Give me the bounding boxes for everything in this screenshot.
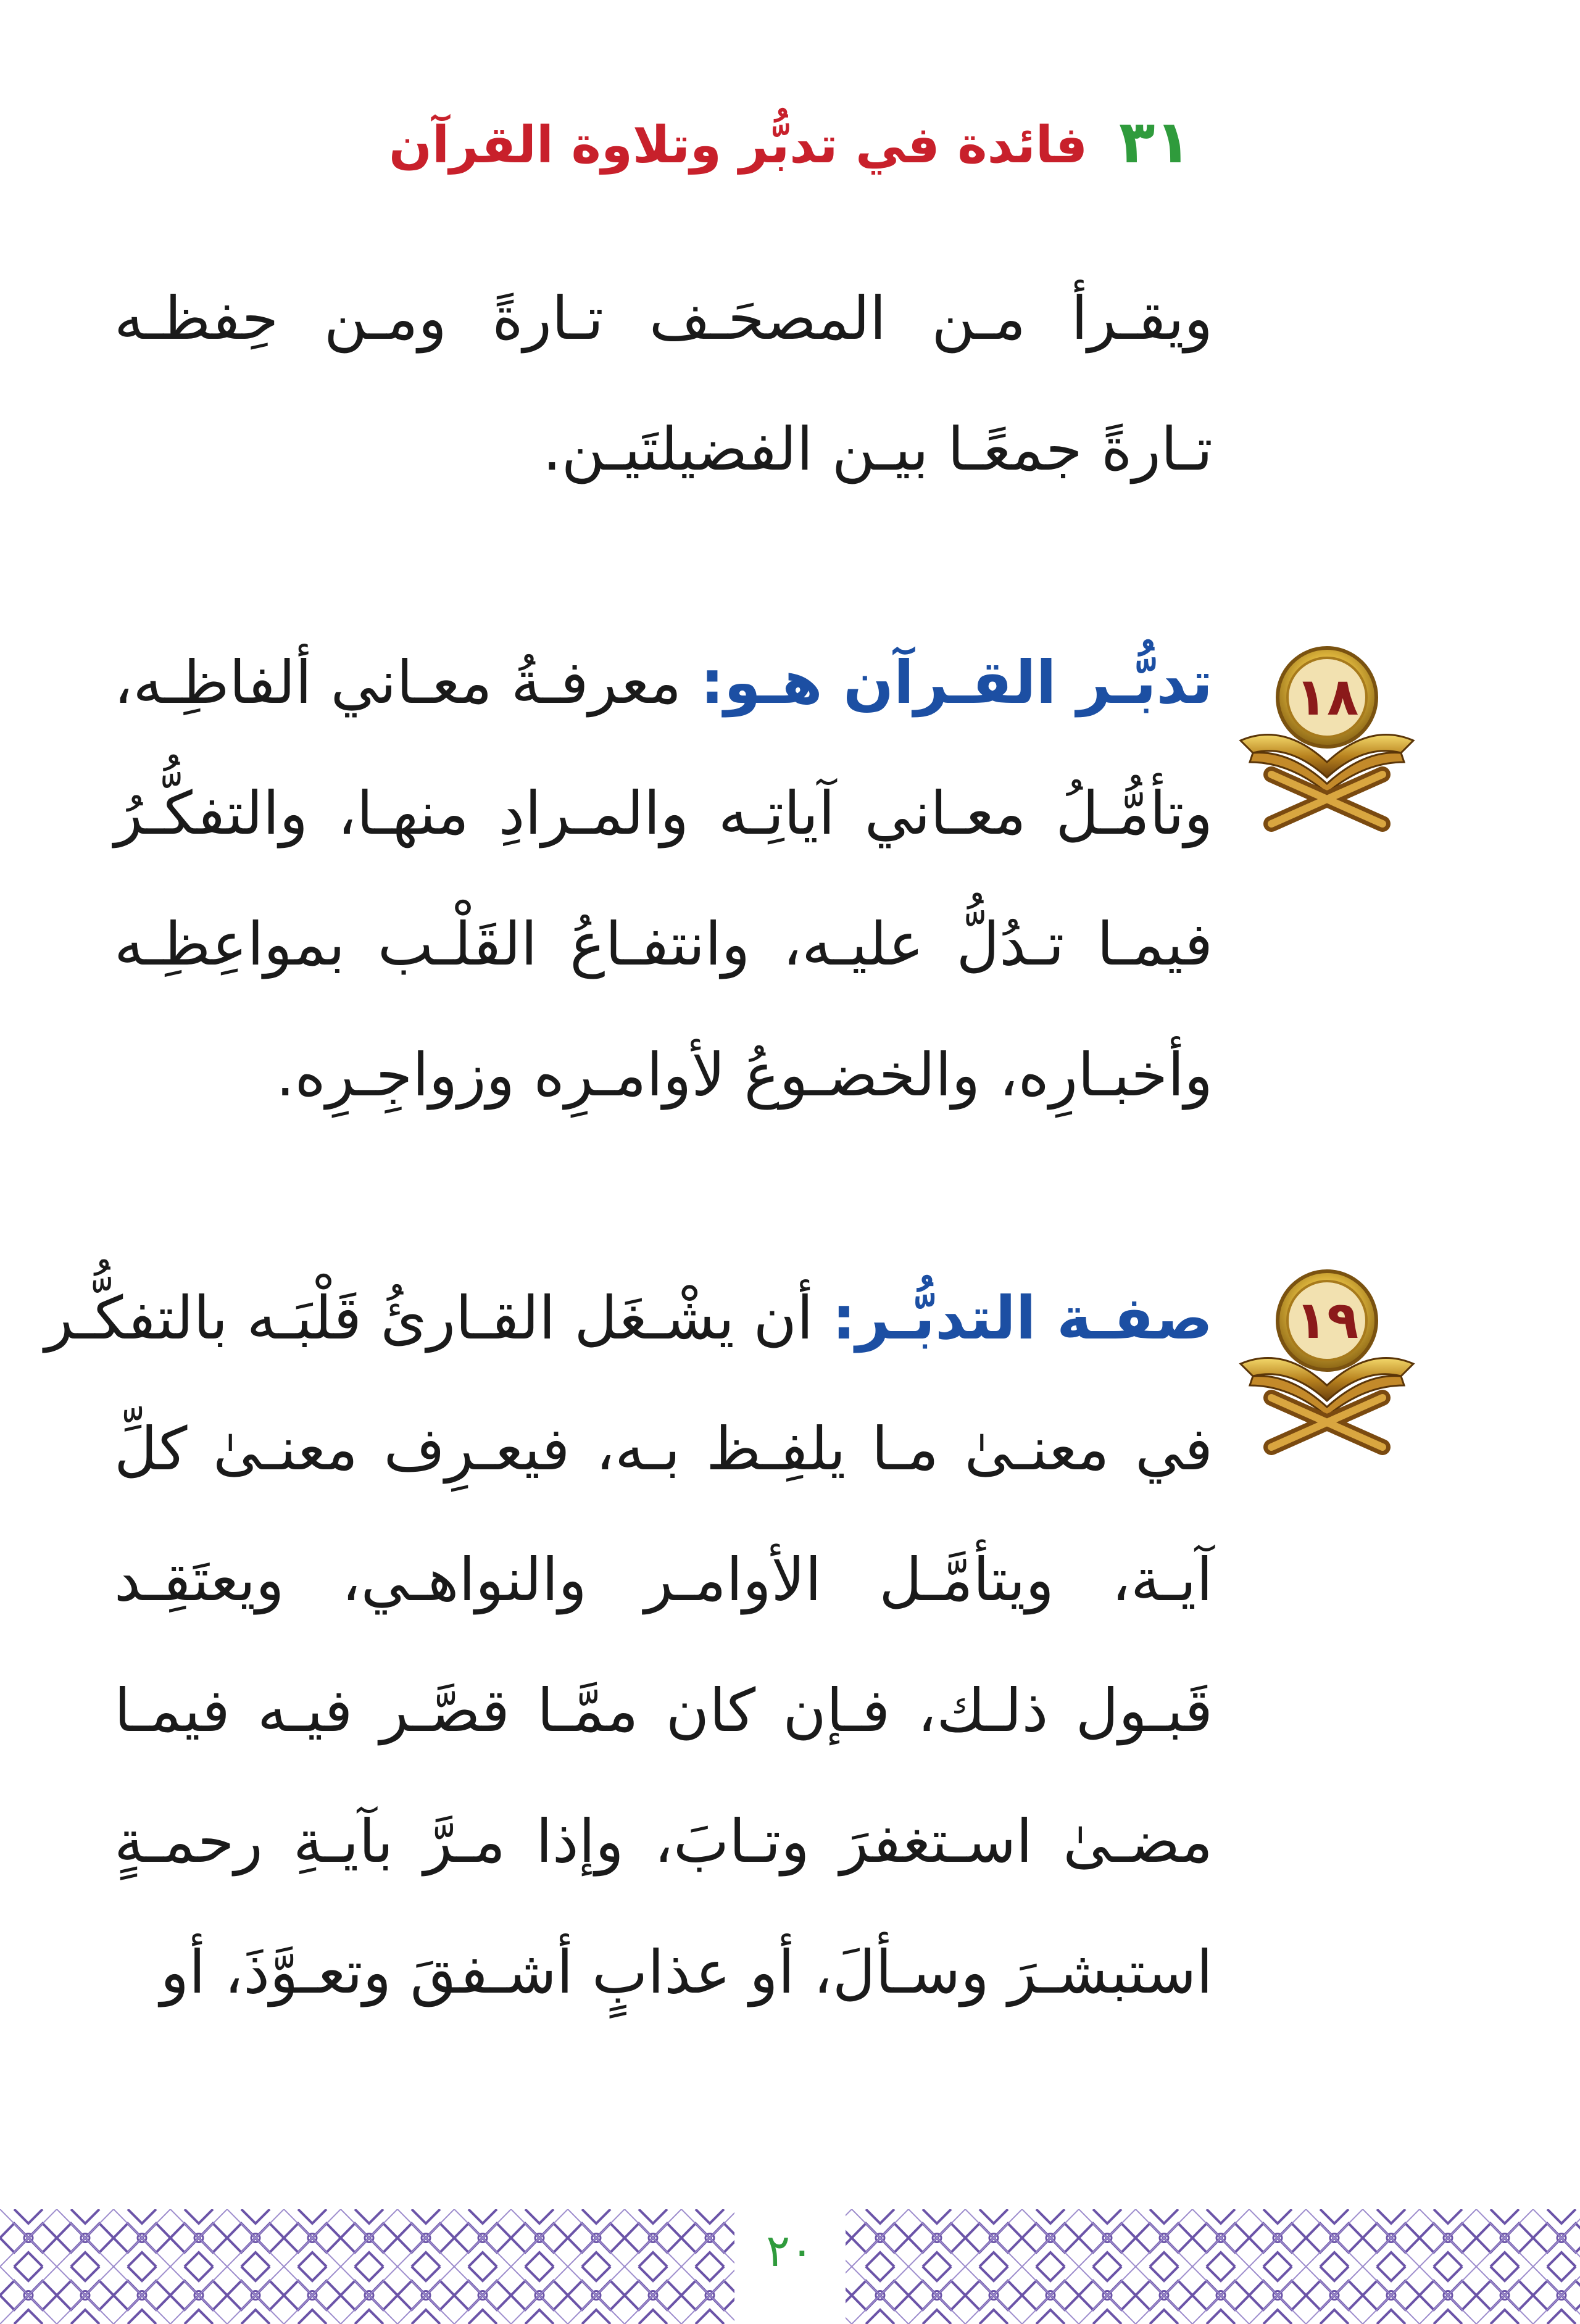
header-title: فائدة في تدبُّر وتلاوة القرآن: [388, 116, 1088, 175]
term-heading: صفـة التدبُّـر:: [832, 1284, 1213, 1353]
line-text: معرفـةُ معـاني ألفاظِـه،: [114, 648, 701, 717]
paragraph-line: قَبـول ذلـك، فـإن كان ممَّـا قصَّـر فيـه فيمـا: [114, 1676, 1213, 1745]
intro-paragraph: [114, 253, 1213, 515]
quran-rehal-icon: [1228, 1259, 1426, 1456]
item-19-paragraph: [44, 1253, 1213, 2038]
quran-rehal-icon: [1228, 636, 1426, 833]
paragraph-line: وأخبـارِه، والخضـوعُ لأوامـرِه وزواجِـرِه.: [276, 1040, 1213, 1110]
header-number: ٣١: [1118, 107, 1191, 176]
paragraph-line: فيمـا تـدُلُّ عليـه، وانتفـاعُ القَلْـب بمواعِظِـه: [114, 910, 1213, 979]
paragraph-line: مضـىٰ اسـتغفرَ وتـابَ، وإذا مـرَّ بآيـةِ رحمـةٍ: [114, 1807, 1213, 1876]
paragraph-line: [44, 1253, 1213, 1384]
paragraph-line: تـارةً جمعًـا بيـن الفضيلتَيـن.: [543, 415, 1213, 484]
paragraph-line: وتأمُّـلُ معـاني آياتِـه والمـرادِ منهـا، والتفكُّـرُ: [114, 779, 1213, 848]
line-text: أن يشْـغَل القـارئُ قَلْبَـه بالتفكُّـر: [44, 1284, 833, 1353]
page-number: ٢٠: [766, 2225, 814, 2276]
paragraph-line: آيـة، ويتأمَّـل الأوامـر والنواهـي، ويعتَقِـد: [114, 1545, 1213, 1614]
paragraph-line: ويقـرأ مـن المصحَـف تـارةً ومـن حِفظـه: [114, 284, 1213, 353]
page-header: [0, 108, 1580, 180]
item-18-paragraph: [114, 617, 1213, 1140]
paragraph-line: [114, 617, 1213, 748]
paragraph-line: في معنـىٰ مـا يلفِـظ بـه، فيعـرِف معنـىٰ كلِّ: [114, 1414, 1213, 1484]
badge-number: ١٩: [1295, 1290, 1359, 1350]
term-heading: تدبُّـر القـرآن هـو:: [700, 648, 1213, 717]
badge-number: ١٨: [1295, 666, 1359, 727]
paragraph-line: استبشـرَ وسـألَ، أو عذابٍ أشـفقَ وتعـوَّذَ، أو: [160, 1938, 1213, 2007]
